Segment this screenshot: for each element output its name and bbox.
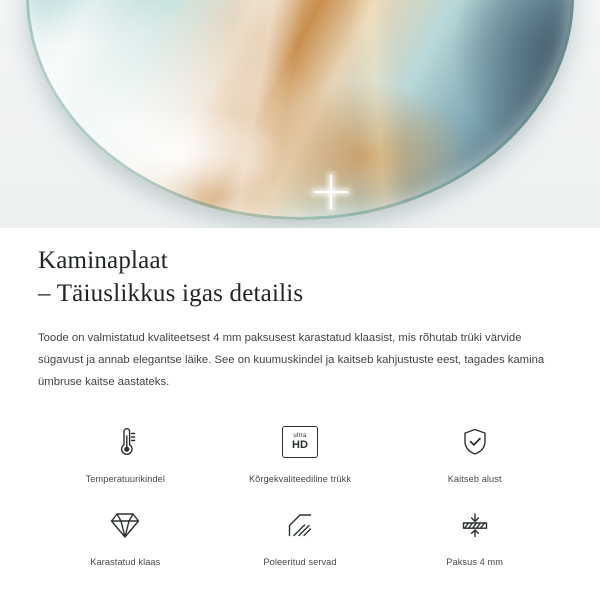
- diamond-icon: [102, 502, 148, 548]
- marble-plate-graphic: [26, 0, 574, 220]
- feature-item-polished-edges: [213, 502, 388, 567]
- ultra-hd-badge-small: ultra: [293, 432, 307, 439]
- content-area: [0, 228, 600, 567]
- feature-label: Poleeritud servad: [263, 556, 337, 567]
- feature-label: Paksus 4 mm: [446, 556, 504, 567]
- polished-edges-icon: [277, 502, 323, 548]
- feature-item-tempered-glass: [38, 502, 213, 567]
- footer-spacer: [0, 578, 600, 600]
- feature-grid: [38, 419, 562, 567]
- feature-item-print-quality: [213, 419, 388, 484]
- page-title-line-1: Kaminaplaat: [38, 247, 168, 274]
- ultra-hd-badge-big: HD: [292, 438, 308, 451]
- product-description: Toode on valmistatud kvaliteetsest 4 mm paksusest karastatud klaasist, mis rõhutab trüki värvide sügavust ja annab elegantse läike. See on kuumuskindel ja kaitseb kahjustuste eest, tagades kamina ümbruse kaitse aastateks.: [38, 331, 545, 388]
- shield-check-icon: [452, 419, 498, 465]
- page-title: [38, 228, 562, 311]
- feature-label: Kõrgekvaliteediline trükk: [248, 473, 352, 484]
- feature-label: Kaitseb alust: [447, 473, 502, 484]
- feature-label: Karastatud klaas: [90, 556, 161, 567]
- feature-label: Temperatuurikindel: [85, 473, 166, 484]
- feature-item-temperature: [38, 419, 213, 484]
- page-title-line-2: – Täiuslikkus igas detailis: [38, 280, 304, 308]
- thickness-icon: [452, 502, 498, 548]
- hero-image: [0, 0, 600, 228]
- ultra-hd-icon: [277, 419, 323, 465]
- feature-item-thickness: [387, 502, 562, 567]
- thermometer-icon: [102, 419, 148, 465]
- feature-item-protects-surface: [387, 419, 562, 484]
